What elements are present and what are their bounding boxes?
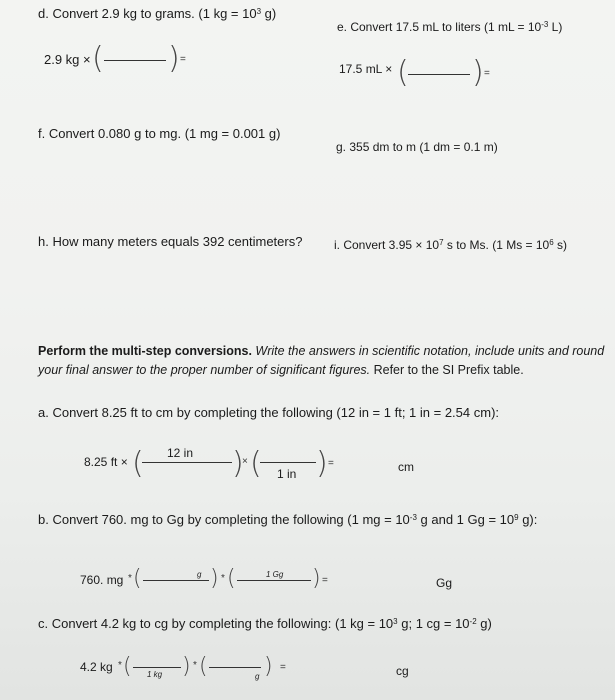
question-i: i. Convert $3.95 \times 10^7$ s to Ms. (1 $Ms = 10^6$ s) (334, 238, 568, 252)
e-equals: = (484, 68, 490, 79)
c-denominator-1: 1 kg (147, 670, 163, 679)
a-fraction-line-1[interactable] (142, 462, 232, 463)
b-star-2: * (221, 573, 225, 584)
d-fraction-line[interactable] (104, 60, 166, 61)
a-left-paren-1: ( (132, 446, 144, 481)
d-start-value: 2.9 kg × (44, 52, 91, 67)
c-start-value: 4.2 kg (80, 660, 113, 674)
a-fraction-line-2[interactable] (260, 462, 316, 463)
b-right-paren-2: ) (312, 566, 321, 591)
question-c: c. Convert 4.2 kg to cg by completing the following: (1 kg = $10^3$ g; 1 cg = $10^{-2}$ g) (38, 616, 492, 631)
a-answer-unit: cm (398, 460, 414, 474)
c-fraction-line-2[interactable] (209, 667, 261, 668)
c-left-paren-1: ( (123, 654, 132, 679)
b-fraction-line-1[interactable] (143, 580, 209, 581)
d-right-paren: ) (168, 41, 180, 76)
e-left-paren: ( (397, 55, 409, 90)
instructions: Perform the multi-step conversions. Write the answers in scientific notation, include units and round your final answer to the proper number of significant figures. Refer to the SI Prefix table. (38, 344, 605, 377)
b-numerator-1: g (197, 570, 202, 579)
question-b: b. Convert 760. mg to Gg by completing the following (1 mg = $10^{-3}$ g and 1 $Gg = 10^9$ g): (38, 512, 538, 527)
question-d: d. Convert 2.9 kg to grams. (1 kg = $10^3$ g) (38, 6, 277, 21)
question-e: e. Convert 17.5 mL to liters (1 mL = $10^{-3}$ L) (337, 20, 563, 34)
b-left-paren-2: ( (227, 566, 236, 591)
question-a: a. Convert 8.25 ft to cm by completing the following (12 in = 1 ft; 1 in = 2.54 cm): (38, 405, 500, 420)
c-right-paren-2: ) (264, 654, 273, 679)
c-star-1: * (118, 660, 122, 671)
c-answer-unit: cg (396, 664, 409, 678)
question-g: g. 355 dm to m (1 dm = 0.1 m) (336, 140, 498, 154)
c-left-paren-2: ( (199, 654, 208, 679)
b-equals: = (322, 575, 328, 586)
a-times: × (242, 456, 248, 467)
a-denominator-2: 1 in (277, 467, 297, 481)
d-equals: = (180, 54, 186, 65)
c-star-2: * (193, 660, 197, 671)
e-start-value: 17.5 mL × (339, 62, 393, 76)
a-equals: = (328, 458, 334, 469)
question-h: h. How many meters equals 392 centimeters? (38, 234, 303, 249)
a-left-paren-2: ( (250, 446, 262, 481)
b-start-value: 760. mg (80, 573, 124, 587)
c-equals: = (280, 662, 286, 673)
b-left-paren-1: ( (133, 566, 142, 591)
b-answer-unit: Gg (436, 576, 453, 590)
a-numerator-1: 12 in (167, 446, 194, 460)
question-f: f. Convert 0.080 g to mg. (1 mg = 0.001 g) (38, 126, 281, 141)
e-right-paren: ) (472, 55, 484, 90)
a-right-paren-1: ) (232, 446, 244, 481)
d-left-paren: ( (92, 41, 104, 76)
b-numerator-2: 1 Gg (266, 570, 284, 579)
c-fraction-line-1[interactable] (133, 667, 181, 668)
e-fraction-line[interactable] (408, 74, 470, 75)
a-start-value: 8.25 ft × (84, 455, 128, 469)
a-right-paren-2: ) (316, 446, 328, 481)
c-denominator-2: g (255, 672, 260, 681)
b-star-1: * (128, 573, 132, 584)
b-right-paren-1: ) (210, 566, 219, 591)
b-fraction-line-2[interactable] (237, 580, 311, 581)
c-right-paren-1: ) (182, 654, 191, 679)
